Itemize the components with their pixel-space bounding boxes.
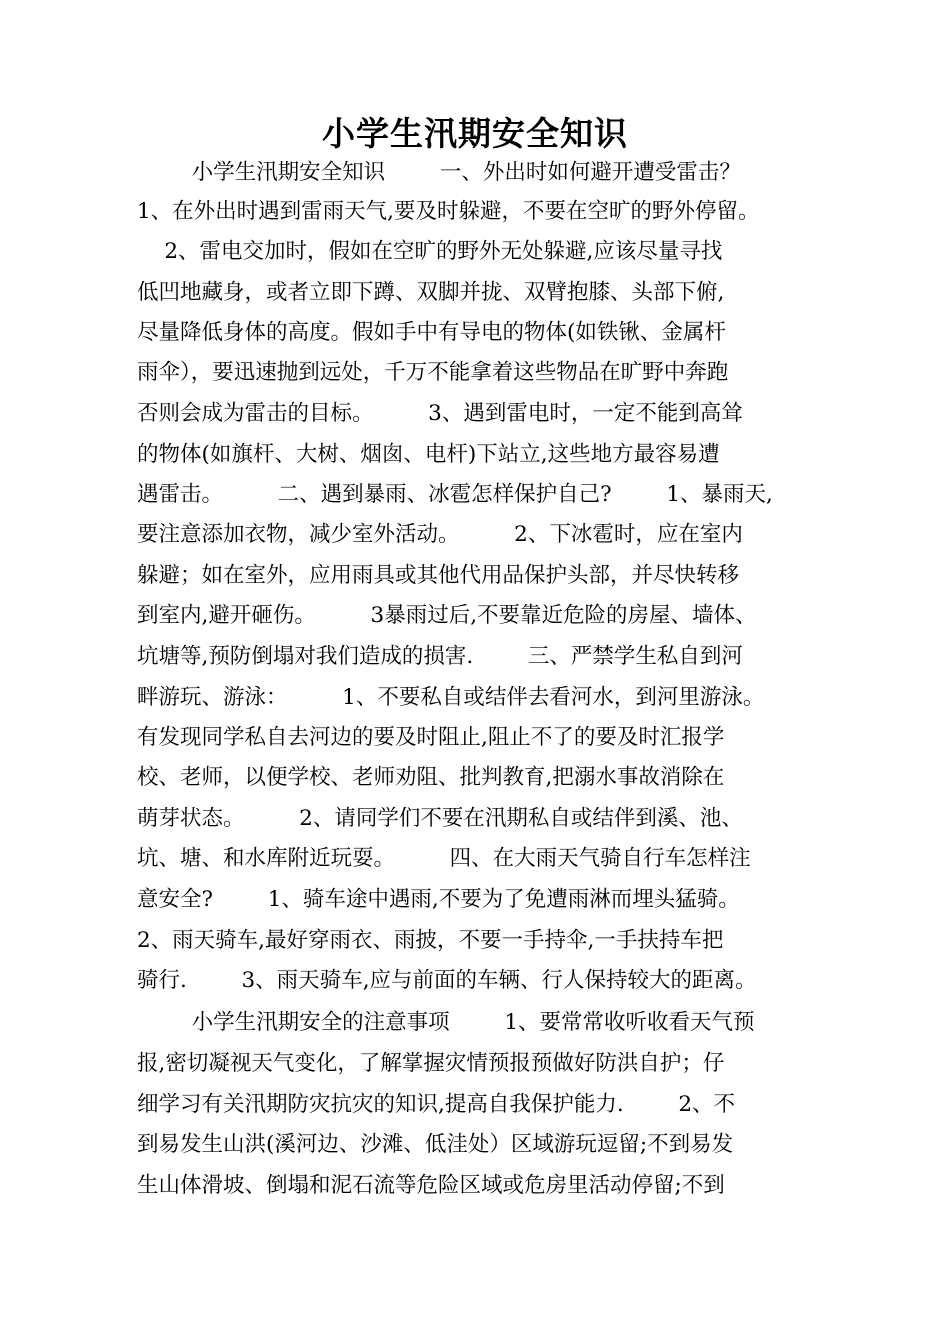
body-text-line: 要注意添加衣物，减少室外活动。 2、下冰雹时，应在室内 xyxy=(137,522,743,547)
body-text-line: 坑塘等,预防倒塌对我们造成的损害. 三、严禁学生私自到河 xyxy=(137,644,743,669)
body-text-line: 小学生汛期安全知识 一、外出时如何避开遭受雷击？ xyxy=(137,160,741,185)
body-text-line: 校、老师，以便学校、老师劝阻、批判教育,把溺水事故消除在 xyxy=(137,765,725,790)
body-text-line: 躲避；如在室外，应用雨具或其他代用品保护头部，并尽快转移 xyxy=(137,563,740,588)
body-text-line: 意安全? 1、骑车途中遇雨,不要为了免遭雨淋而埋头猛骑。 xyxy=(137,887,740,912)
body-text-line: 有发现同学私自去河边的要及时阻止,阻止不了的要及时汇报学 xyxy=(137,725,725,750)
body-text-line: 遇雷击。 二、遇到暴雨、冰雹怎样保护自己? 1、暴雨天, xyxy=(137,482,773,507)
body-text-line: 尽量降低身体的高度。假如手中有导电的物体(如铁锹、金属杆 xyxy=(137,320,726,345)
body-text-line: 2、雨天骑车,最好穿雨衣、雨披，不要一手持伞,一手扶持车把 xyxy=(137,928,724,953)
body-text-line: 生山体滑坡、倒塌和泥石流等危险区域或危房里活动停留;不到 xyxy=(137,1173,725,1198)
body-text-line: 坑、塘、和水库附近玩耍。 四、在大雨天气骑自行车怎样注 xyxy=(137,846,751,871)
body-text-line: 的物体(如旗杆、大树、烟囱、电杆)下站立,这些地方最容易遭 xyxy=(137,442,720,467)
body-text-line: 萌芽状态。 2、请同学们不要在汛期私自或结伴到溪、池、 xyxy=(137,806,743,831)
body-text-line: 骑行. 3、雨天骑车,应与前面的车辆、行人保持较大的距离。 xyxy=(137,968,757,993)
body-text-line: 小学生汛期安全的注意事项 1、要常常收听收看天气预 xyxy=(137,1010,755,1035)
body-text-line: 报,密切凝视天气变化，了解掌握灾情预报预做好防洪自护；仔 xyxy=(137,1051,725,1076)
body-text-line: 到室内,避开砸伤。 3暴雨过后,不要靠近危险的房屋、墙体、 xyxy=(137,603,757,628)
body-text-line: 畔游玩、游泳： 1、不要私自或结伴去看河水，到河里游泳。 xyxy=(137,685,765,710)
body-text-line: 低凹地藏身，或者立即下蹲、双脚并拢、双臂抱膝、头部下俯, xyxy=(137,280,725,305)
body-text-line: 2、雷电交加时，假如在空旷的野外无处躲避,应该尽量寻找 xyxy=(137,239,723,264)
body-text-line: 到易发生山洪(溪河边、沙滩、低洼处）区域游玩逗留;不到易发 xyxy=(137,1132,734,1157)
body-text-line: 雨伞），要迅速抛到远处，千万不能拿着这些物品在旷野中奔跑 xyxy=(137,360,729,385)
body-text-line: 细学习有关汛期防灾抗灾的知识,提高自我保护能力. 2、不 xyxy=(137,1092,736,1117)
body-text-line: 1、在外出时遇到雷雨天气,要及时躲避，不要在空旷的野外停留。 xyxy=(137,199,760,224)
body-text-line: 否则会成为雷击的目标。 3、遇到雷电时，一定不能到高耸 xyxy=(137,401,743,426)
page-title: 小学生汛期安全知识 xyxy=(322,114,628,153)
